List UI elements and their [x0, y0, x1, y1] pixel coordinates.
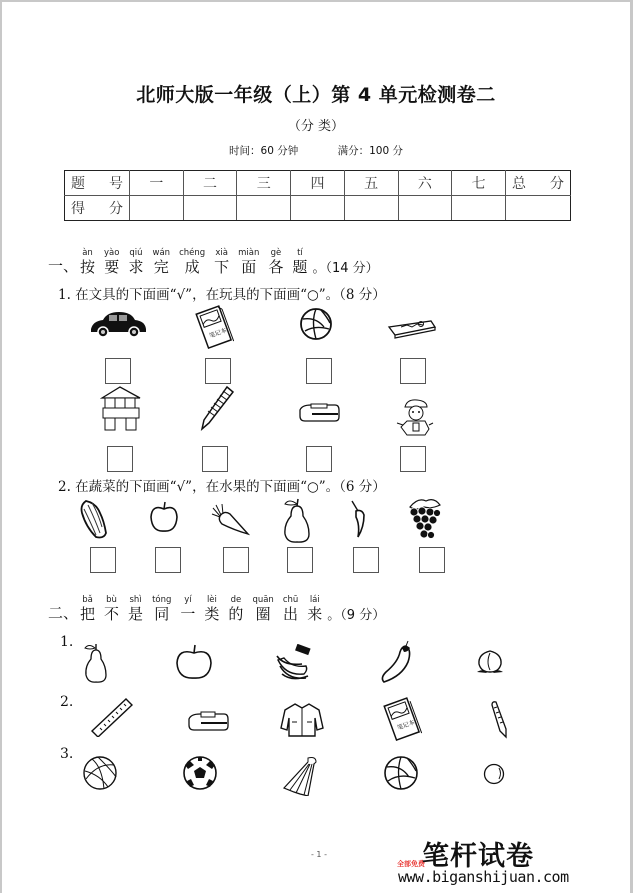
ruby-char: yào 要 — [104, 248, 120, 276]
ruby-char: tí 题 — [292, 248, 308, 276]
apple-icon[interactable] — [175, 644, 213, 680]
eraser-icon[interactable] — [186, 710, 230, 734]
col-4: 四 — [291, 171, 345, 196]
answer-box-toy-car[interactable] — [105, 358, 131, 384]
pencil-icon — [199, 385, 235, 431]
eggplant-icon[interactable] — [378, 640, 414, 684]
shuttlecock-icon[interactable] — [282, 752, 318, 796]
brand-url[interactable]: www.biganshijuan.com — [398, 868, 569, 886]
score-table-header-row — [65, 171, 571, 196]
exam-meta — [2, 143, 630, 158]
answer-box-cabbage[interactable] — [90, 547, 116, 573]
cabbage-icon — [78, 497, 110, 541]
volleyball-icon[interactable] — [383, 755, 419, 791]
ruby-char: àn 按 — [80, 248, 96, 276]
score-cell[interactable] — [398, 196, 452, 221]
answer-box-volleyball[interactable] — [306, 358, 332, 384]
section-points: 。（14 分） — [312, 261, 379, 276]
ruby-char: gè 各 — [268, 248, 284, 276]
volleyball-icon — [299, 307, 333, 341]
brand-logo: 笔杆试卷 — [422, 841, 534, 872]
grapes-icon — [404, 495, 442, 543]
bananas-icon[interactable] — [274, 644, 314, 682]
page-title: 北师大版一年级（上）第 4 单元检测卷二 — [136, 84, 496, 106]
ruby-char: bù 不 — [104, 595, 120, 623]
eraser-icon — [297, 402, 341, 424]
carrot-icon — [210, 502, 250, 536]
svg-text:笔记本: 笔记本 — [396, 719, 416, 732]
answer-box-building-blocks[interactable] — [107, 446, 133, 472]
score-cell[interactable] — [291, 196, 345, 221]
row-label: 2. — [60, 694, 74, 710]
col-1: 一 — [130, 171, 184, 196]
col-6: 六 — [398, 171, 452, 196]
answer-box-doll[interactable] — [400, 446, 426, 472]
ruby-char: tóng 同 — [152, 595, 172, 623]
col-7: 七 — [452, 171, 506, 196]
score-cell[interactable] — [183, 196, 237, 221]
soccer-ball-icon[interactable] — [182, 755, 218, 791]
building-blocks-icon — [100, 385, 142, 431]
section-1-heading — [48, 248, 379, 276]
col-5: 五 — [344, 171, 398, 196]
pear-icon — [281, 496, 313, 544]
score-table-score-row — [65, 196, 571, 221]
apple-icon — [148, 500, 180, 534]
score-cell[interactable] — [130, 196, 184, 221]
ruby-char: lái 来 — [307, 595, 323, 623]
section-number: 二、 — [48, 604, 79, 622]
notebook-icon — [194, 305, 234, 351]
ruby-char: xià 下 — [214, 248, 230, 276]
row-label: 3. — [60, 746, 74, 762]
ruby-char: shì 是 — [128, 595, 144, 623]
ruby-char: de 的 — [228, 595, 244, 623]
exam-page — [2, 2, 630, 893]
answer-box-carrot[interactable] — [223, 547, 249, 573]
pear-icon[interactable] — [82, 642, 110, 684]
col-2: 二 — [183, 171, 237, 196]
score-cell-total[interactable] — [506, 196, 571, 221]
col-total: 总分 — [506, 171, 571, 196]
chili-pepper-icon — [348, 499, 370, 539]
ruby-char: miàn 面 — [238, 248, 260, 276]
row-label: 1. — [60, 634, 74, 650]
answer-box-chili[interactable] — [353, 547, 379, 573]
answer-box-grapes[interactable] — [419, 547, 445, 573]
brand-tag: 全部免费 — [397, 860, 425, 868]
ruby-char: yí 一 — [180, 595, 196, 623]
ruby-char: lèi 类 — [204, 595, 220, 623]
ruby-char: quān 圈 — [252, 595, 274, 623]
basketball-icon[interactable] — [82, 755, 118, 791]
peach-icon[interactable] — [475, 648, 505, 676]
row-label-question: 题号 — [65, 171, 130, 196]
doll-icon — [395, 397, 435, 439]
svg-text:笔记本: 笔记本 — [208, 327, 228, 340]
notebook-icon[interactable] — [382, 697, 422, 743]
answer-box-pear[interactable] — [287, 547, 313, 573]
jacket-icon[interactable] — [279, 702, 325, 738]
answer-box-apple[interactable] — [155, 547, 181, 573]
ruby-char: bǎ 把 — [80, 595, 96, 623]
score-cell[interactable] — [344, 196, 398, 221]
pencil-case-icon — [387, 317, 437, 339]
question-1-1: 1. 在文具的下面画“√”，在玩具的下面画“○”。（8 分） — [58, 287, 386, 303]
row-label-score: 得分 — [65, 196, 130, 221]
answer-box-eraser[interactable] — [306, 446, 332, 472]
score-table — [64, 170, 571, 221]
score-cell[interactable] — [452, 196, 506, 221]
ruby-char: wán 完 — [152, 248, 171, 276]
page-subtitle: （分 类） — [287, 119, 345, 134]
ruby-char: chū 出 — [282, 595, 299, 623]
pencil-icon[interactable] — [488, 699, 512, 739]
full-score: 满分：100 分 — [337, 145, 403, 157]
section-points: 。（9 分） — [327, 608, 386, 623]
time-limit: 时间：60 分钟 — [229, 145, 299, 157]
section-2-heading — [48, 595, 385, 623]
score-cell[interactable] — [237, 196, 291, 221]
ruler-icon[interactable] — [90, 697, 134, 737]
answer-box-pencil-case[interactable] — [400, 358, 426, 384]
answer-box-notebook[interactable] — [205, 358, 231, 384]
ruby-char: chéng 成 — [179, 248, 206, 276]
page-number: - 1 - — [311, 850, 327, 859]
toy-car-icon — [87, 309, 149, 339]
question-1-2: 2. 在蔬菜的下面画“√”，在水果的下面画“○”。（6 分） — [58, 479, 386, 495]
col-3: 三 — [237, 171, 291, 196]
ruby-char: qiú 求 — [128, 248, 144, 276]
ping-pong-ball-icon[interactable] — [483, 763, 505, 785]
section-number: 一、 — [48, 257, 79, 275]
answer-box-pencil[interactable] — [202, 446, 228, 472]
